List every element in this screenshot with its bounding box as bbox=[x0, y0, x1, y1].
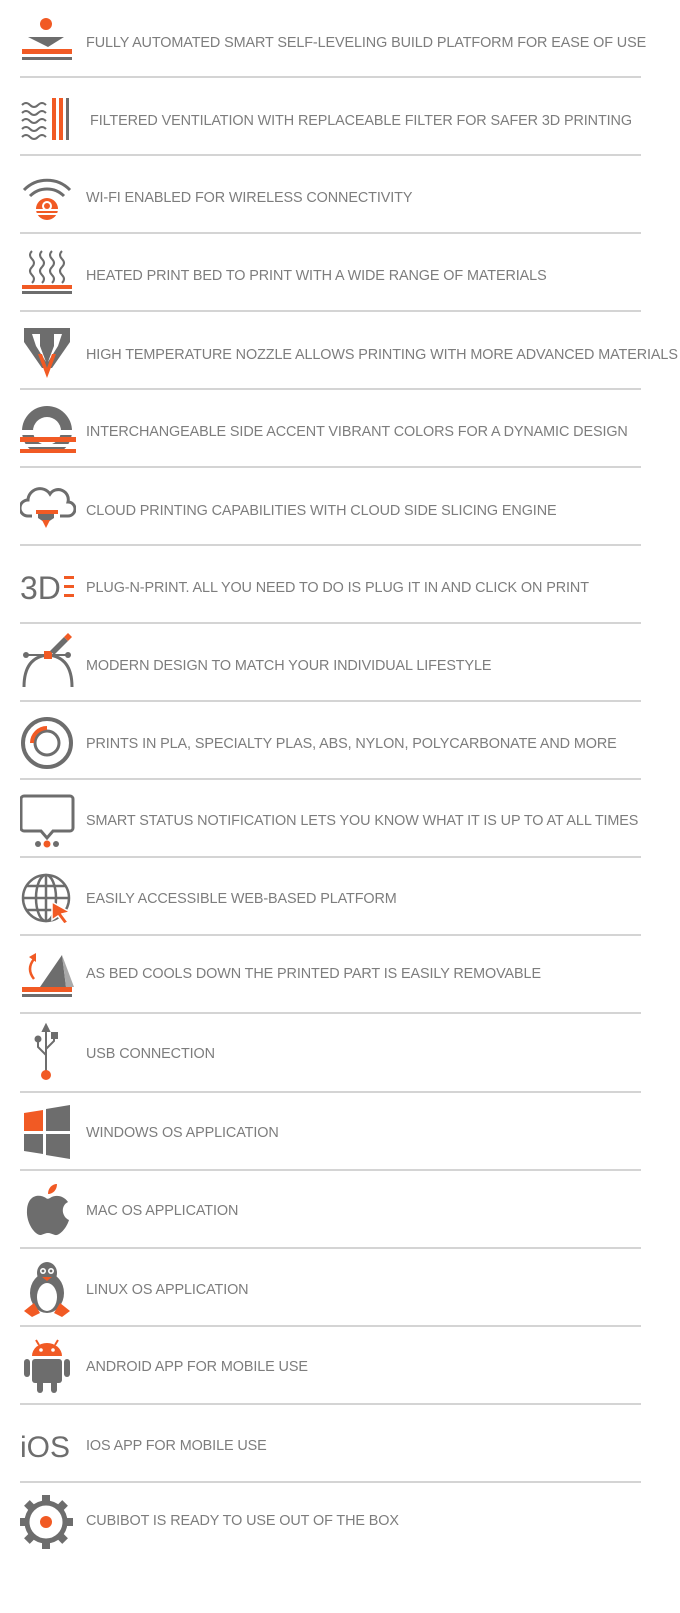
gear-icon bbox=[20, 1482, 76, 1560]
apple-icon bbox=[20, 1172, 76, 1250]
feature-row-self-leveling bbox=[20, 4, 647, 82]
divider bbox=[20, 1169, 641, 1171]
feature-row-modern-design bbox=[20, 627, 640, 705]
feature-row-ventilation bbox=[20, 82, 640, 160]
feature-label: PLUG-N-PRINT. ALL YOU NEED TO DO IS PLUG IT IN AND CLICK ON PRINT bbox=[86, 580, 589, 596]
feature-label: IOS APP FOR MOBILE USE bbox=[86, 1438, 267, 1454]
linux-tux-icon bbox=[20, 1251, 76, 1329]
divider bbox=[20, 544, 641, 546]
divider bbox=[20, 232, 641, 234]
android-icon bbox=[20, 1328, 76, 1406]
feature-label: LINUX OS APPLICATION bbox=[86, 1282, 249, 1298]
feature-row-web bbox=[20, 860, 640, 938]
divider bbox=[20, 388, 641, 390]
pen-tool-icon bbox=[20, 627, 76, 705]
feature-row-ios bbox=[20, 1407, 640, 1485]
divider bbox=[20, 1247, 641, 1249]
feature-row-materials bbox=[20, 705, 640, 783]
feature-row-linux bbox=[20, 1251, 640, 1329]
self-leveling-platform-icon bbox=[20, 4, 76, 82]
divider bbox=[20, 700, 641, 702]
windows-icon bbox=[20, 1094, 76, 1172]
plug-n-print-3d-icon bbox=[20, 549, 76, 627]
feature-label: PRINTS IN PLA, SPECIALTY PLAS, ABS, NYLON, POLYCARBONATE AND MORE bbox=[86, 736, 617, 752]
web-globe-icon bbox=[20, 860, 76, 938]
usb-icon bbox=[20, 1015, 76, 1093]
feature-label: HEATED PRINT BED TO PRINT WITH A WIDE RANGE OF MATERIALS bbox=[86, 268, 547, 284]
wifi-icon bbox=[20, 159, 76, 237]
feature-label: MODERN DESIGN TO MATCH YOUR INDIVIDUAL LIFESTYLE bbox=[86, 658, 492, 674]
feature-row-status bbox=[20, 782, 640, 860]
divider bbox=[20, 1325, 641, 1327]
feature-row-wifi bbox=[20, 159, 640, 237]
feature-row-bed-cooldown bbox=[20, 935, 640, 1013]
feature-label: EASILY ACCESSIBLE WEB-BASED PLATFORM bbox=[86, 891, 397, 907]
ios-icon bbox=[20, 1407, 76, 1485]
feature-label: AS BED COOLS DOWN THE PRINTED PART IS EASILY REMOVABLE bbox=[86, 966, 541, 982]
feature-label: CLOUD PRINTING CAPABILITIES WITH CLOUD SIDE SLICING ENGINE bbox=[86, 503, 557, 519]
feature-row-mac bbox=[20, 1172, 640, 1250]
feature-row-nozzle bbox=[20, 316, 678, 394]
status-notification-icon bbox=[20, 782, 76, 860]
filament-spool-icon bbox=[20, 705, 76, 783]
feature-label: SMART STATUS NOTIFICATION LETS YOU KNOW WHAT IT IS UP TO AT ALL TIMES bbox=[86, 813, 639, 829]
nozzle-icon bbox=[20, 316, 76, 394]
feature-row-usb bbox=[20, 1015, 640, 1093]
cloud-printing-icon bbox=[20, 472, 76, 550]
feature-row-ready bbox=[20, 1482, 640, 1560]
feature-row-plug-n-print bbox=[20, 549, 640, 627]
side-accent-icon bbox=[20, 393, 76, 471]
feature-row-side-accent bbox=[20, 393, 640, 471]
divider bbox=[20, 1012, 641, 1014]
feature-label: WINDOWS OS APPLICATION bbox=[86, 1125, 279, 1141]
feature-label: ANDROID APP FOR MOBILE USE bbox=[86, 1359, 308, 1375]
feature-row-cloud bbox=[20, 472, 640, 550]
feature-label: FILTERED VENTILATION WITH REPLACEABLE FILTER FOR SAFER 3D PRINTING bbox=[90, 113, 632, 129]
ventilation-filter-icon bbox=[20, 82, 76, 160]
feature-label: FULLY AUTOMATED SMART SELF-LEVELING BUILD PLATFORM FOR EASE OF USE bbox=[86, 35, 647, 51]
divider bbox=[20, 154, 641, 156]
heated-bed-icon bbox=[20, 237, 76, 315]
svg-text:3D: 3D bbox=[20, 570, 61, 606]
bed-cooldown-icon bbox=[20, 935, 76, 1013]
feature-label: WI-FI ENABLED FOR WIRELESS CONNECTIVITY bbox=[86, 190, 413, 206]
feature-label: MAC OS APPLICATION bbox=[86, 1203, 239, 1219]
divider bbox=[20, 778, 641, 780]
divider bbox=[20, 76, 641, 78]
divider bbox=[20, 1403, 641, 1405]
divider bbox=[20, 622, 641, 624]
divider bbox=[20, 310, 641, 312]
feature-label: USB CONNECTION bbox=[86, 1046, 215, 1062]
divider bbox=[20, 856, 641, 858]
feature-label: INTERCHANGEABLE SIDE ACCENT VIBRANT COLORS FOR A DYNAMIC DESIGN bbox=[86, 424, 628, 440]
divider bbox=[20, 466, 641, 468]
feature-row-android bbox=[20, 1328, 640, 1406]
feature-label: CUBIBOT IS READY TO USE OUT OF THE BOX bbox=[86, 1513, 399, 1529]
feature-row-windows bbox=[20, 1094, 640, 1172]
divider bbox=[20, 1091, 641, 1093]
feature-label: HIGH TEMPERATURE NOZZLE ALLOWS PRINTING WITH MORE ADVANCED MATERIALS bbox=[86, 347, 678, 363]
svg-text:iOS: iOS bbox=[20, 1431, 71, 1464]
feature-row-heated-bed bbox=[20, 237, 640, 315]
